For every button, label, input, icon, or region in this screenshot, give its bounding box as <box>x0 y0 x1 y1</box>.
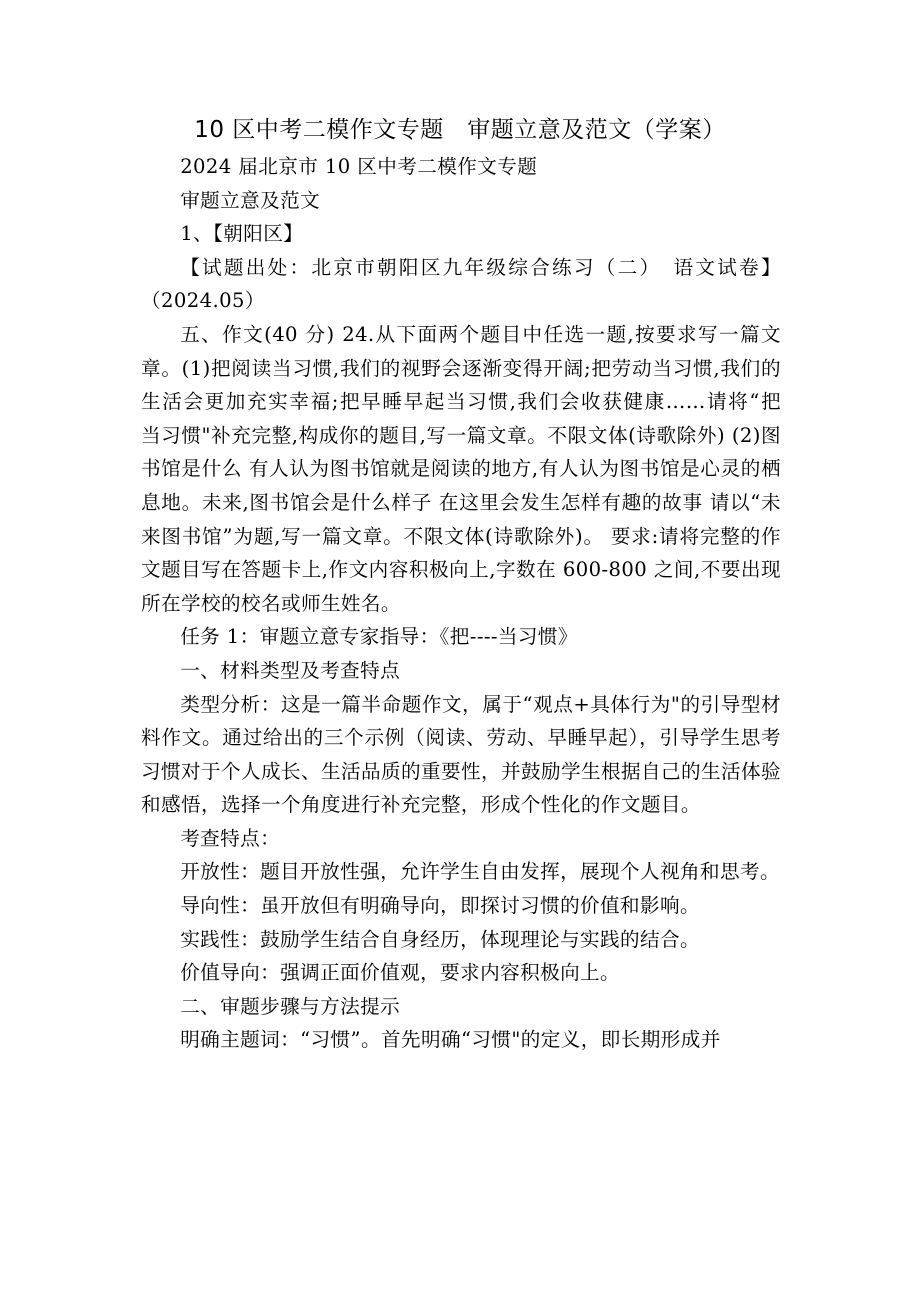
paragraph-task-1: 任务 1：审题立意专家指导：《把----当习惯》 <box>180 625 578 649</box>
paragraph-features-heading: 考查特点： <box>180 826 281 850</box>
paragraph-guidance: 导向性：虽开放但有明确导向，即探讨习惯的价值和影响。 <box>180 894 701 918</box>
paragraph-values: 价值导向：强调正面价值观，要求内容积极向上。 <box>180 961 621 985</box>
paragraph-type-analysis: 类型分析：这是一篇半命题作文，属于“观点+具体行为"的引导型材料作文。通过给出的三个示例（阅读、劳动、早睡早起），引导学生思考习惯对于个人成长、生活品质的重要性，并鼓励学生根据自己的生活体验和感悟，选择一个角度进行补充完整，形成个性化的作文题目。 <box>141 692 781 817</box>
paragraph-source: 【试题出处：北京市朝阳区九年级综合练习（二） 语文试卷】（2024.05） <box>141 255 781 313</box>
paragraph-section-chaoyang: 1、【朝阳区】 <box>180 222 304 246</box>
paragraph-subtitle: 2024 届北京市 10 区中考二模作文专题 <box>180 155 538 178</box>
document-body <box>141 150 861 1057</box>
paragraph-theme-word: 明确主题词：“习惯”。首先明确“习惯"的定义，即长期形成并 <box>180 1028 721 1052</box>
paragraph-essay-prompt: 五、作文(40 分) 24.从下面两个题目中任选一题,按要求写一篇文章。(1)把阅读当习惯,我们的视野会逐渐变得开阔;把劳动当习惯,我们的生活会更加充实幸福;把早睡早起当习惯,我们会收获健康……请将“把 当习惯"补充完整,构成你的题目,写一篇文章。不限文体(诗歌除外) (2)图书馆是什么 有人认为图书馆就是阅读的地方,有人认为图书馆是心灵的栖息地。未来,图书馆会是什么样子 在这里会发生怎样有趣的故事 请以“未来图书馆”为题,写一篇文章。不限文体(诗歌除外)。 要求:请将完整的作文题目写在答题卡上,作文内容积极向上,字数在 600-800 之间,不要出现所在学校的校名或师生姓名。 <box>141 322 861 615</box>
document-title: 10 区中考二模作文专题 审题立意及范文（学案） <box>194 117 726 143</box>
paragraph-practice: 实践性：鼓励学生结合自身经历，体现理论与实践的结合。 <box>180 927 701 951</box>
paragraph-openness: 开放性：题目开放性强，允许学生自由发挥，展现个人视角和思考。 <box>180 860 780 884</box>
paragraph-section-1: 一、材料类型及考查特点 <box>180 658 401 682</box>
paragraph-heading: 审题立意及范文 <box>180 188 321 212</box>
paragraph-section-2: 二、审题步骤与方法提示 <box>180 994 401 1018</box>
